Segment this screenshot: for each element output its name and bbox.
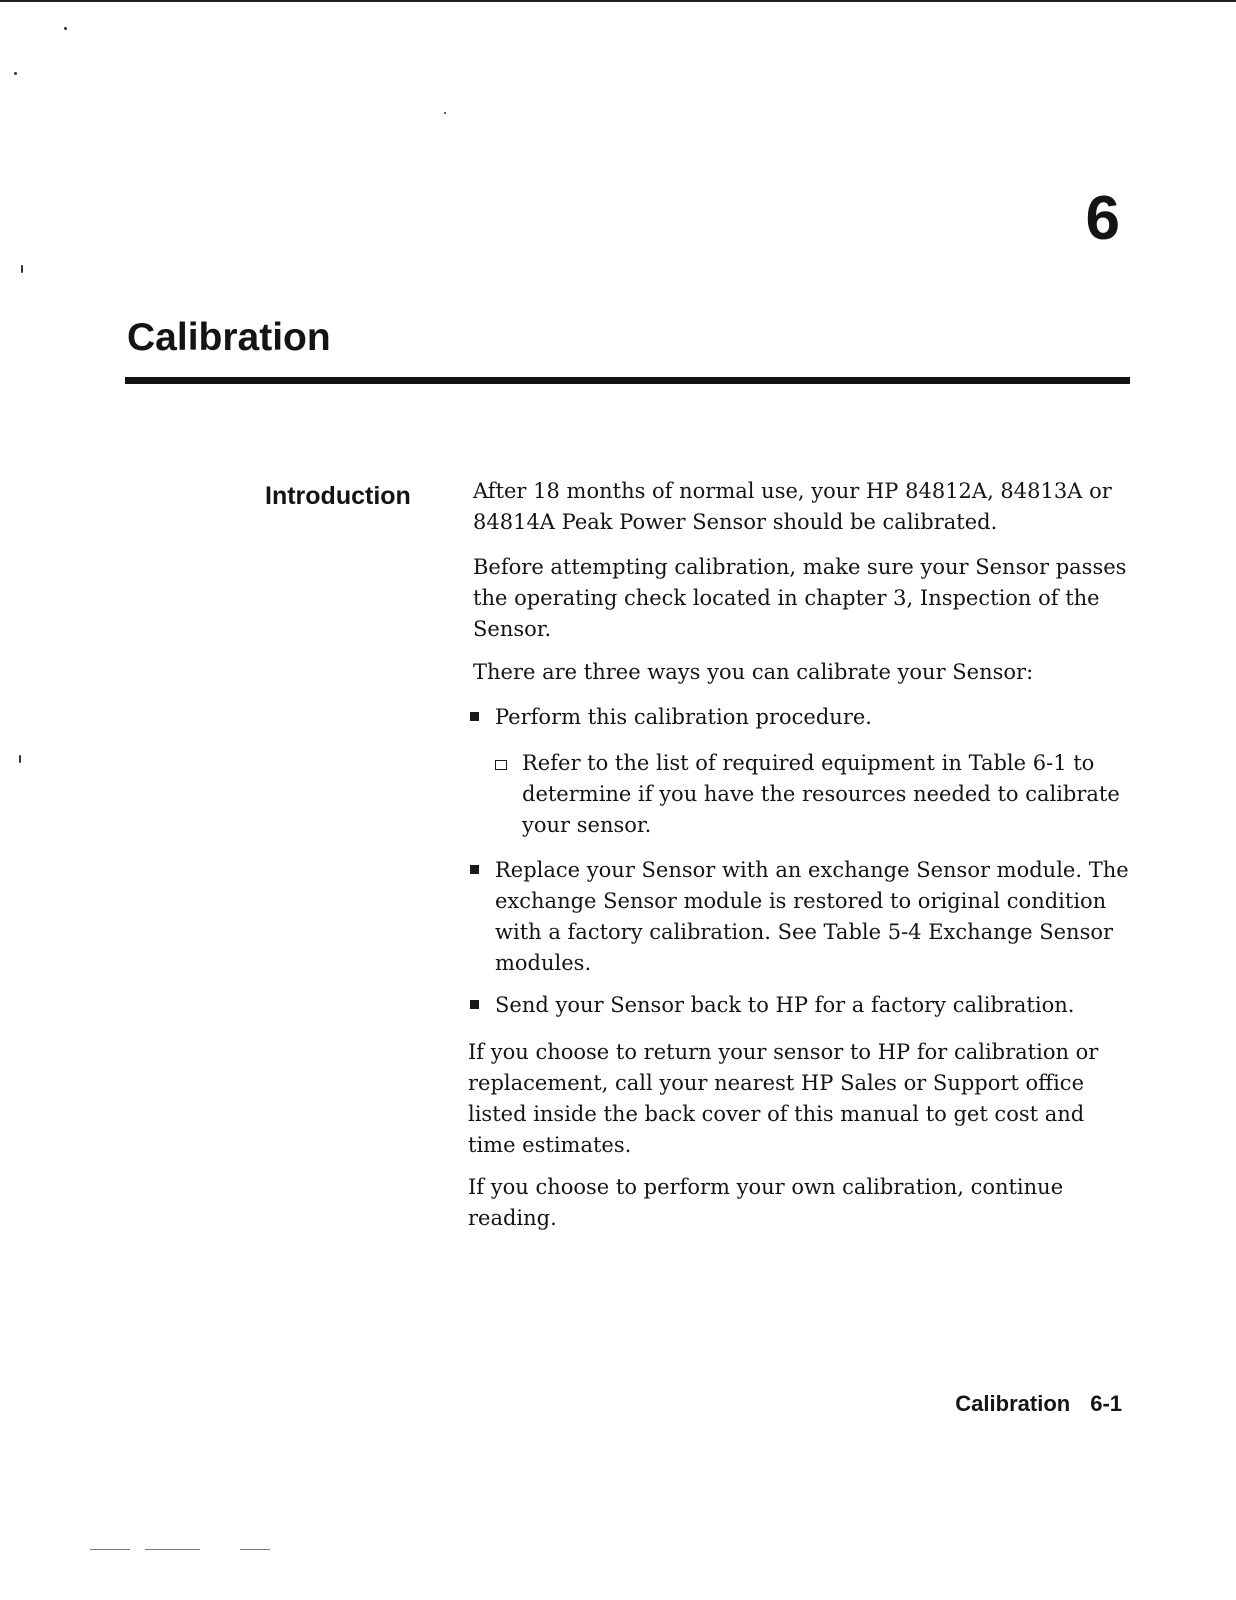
scan-artifact — [145, 1549, 200, 1550]
scan-speck — [14, 72, 17, 75]
paragraph-intro: After 18 months of normal use, your HP 84812A, 84813A or 84814A Peak Power Sensor should be calibrated. — [473, 479, 1112, 534]
footer-section-title: Calibration — [955, 1391, 1071, 1416]
list-item-text: Perform this calibration procedure. — [495, 705, 872, 729]
scan-artifact — [90, 1549, 130, 1550]
footer-page-number: 6-1 — [1090, 1391, 1122, 1416]
list-item-text: Send your Sensor back to HP for a factory calibration. — [495, 993, 1075, 1017]
section-heading: Introduction — [265, 482, 411, 510]
square-bullet-icon — [470, 865, 479, 874]
square-bullet-icon — [470, 712, 479, 721]
sub-list-item-text: Refer to the list of required equipment in Table 6-1 to determine if you have the resources needed to calibrate your sensor. — [522, 751, 1120, 837]
paragraph-continue-reading: If you choose to perform your own calibration, continue reading. — [468, 1175, 1064, 1230]
chapter-title: Calibration — [127, 316, 331, 359]
scan-speck — [21, 265, 23, 273]
square-bullet-icon — [470, 1000, 479, 1009]
page-footer — [900, 1393, 1122, 1415]
scan-speck — [19, 755, 21, 763]
scan-artifact — [240, 1549, 270, 1550]
hollow-square-bullet-icon — [495, 760, 507, 770]
top-edge-rule — [0, 0, 1236, 2]
scan-speck — [444, 112, 446, 114]
scan-speck — [64, 27, 67, 30]
title-rule — [125, 377, 1130, 384]
paragraph-three-ways: There are three ways you can calibrate your Sensor: — [473, 660, 1034, 684]
paragraph-before-calibration: Before attempting calibration, make sure your Sensor passes the operating check located in chapter 3, Inspection of the Sensor. — [473, 555, 1127, 641]
paragraph-return-to-hp: If you choose to return your sensor to HP for calibration or replacement, call your nearest HP Sales or Support office listed inside the back cover of this manual to get cost and time estimates. — [468, 1040, 1099, 1157]
chapter-number: 6 — [1085, 184, 1120, 253]
list-item-text: Replace your Sensor with an exchange Sensor module. The exchange Sensor module is restored to original condition with a factory calibration. See Table 5-4 Exchange Sensor modules. — [495, 858, 1129, 975]
